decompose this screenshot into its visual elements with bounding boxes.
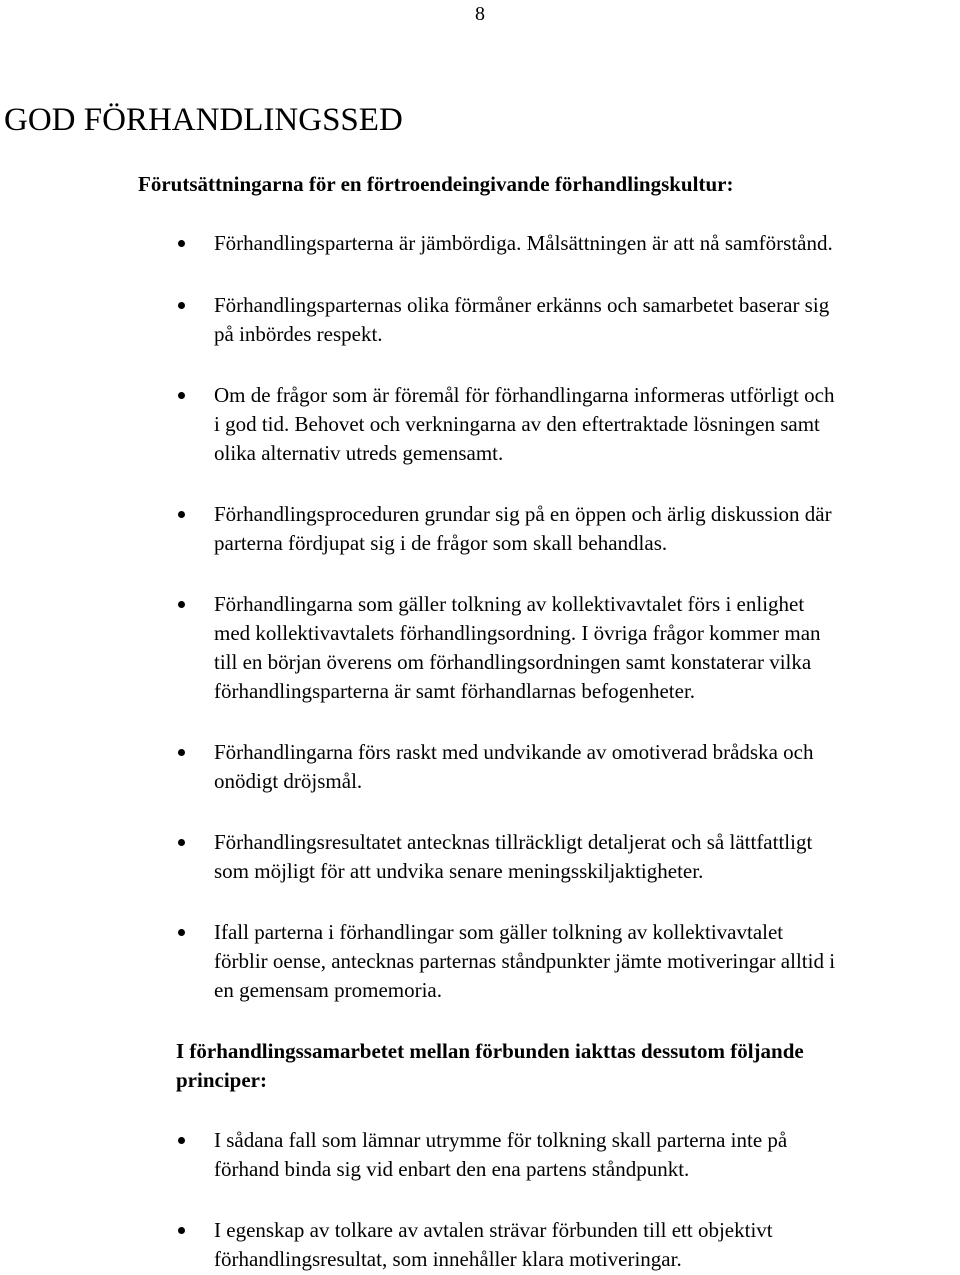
- section-heading-principles: I förhandlingssamarbetet mellan förbunden iakttas dessutom följande principer:: [176, 1039, 804, 1092]
- page-title: GOD FÖRHANDLINGSSED: [4, 102, 403, 138]
- bullet-dot-icon: [178, 392, 185, 399]
- bullet-dot-icon: [178, 1137, 185, 1144]
- bullet-dot-icon: [178, 302, 185, 309]
- bullet-dot-icon: [178, 1227, 185, 1234]
- list-item-text: Förhandlingarna som gäller tolkning av kollektivavtalet förs i enlighet med kollektivavtalets förhandlingsordning. I övriga frågor kommer man till en början överens om förhandlingsordningen samt konstaterar vilka förhandlingsparterna är samt förhandlarnas befogenheter.: [214, 592, 821, 703]
- list-item-text: Förhandlingsresultatet antecknas tillräckligt detaljerat och så lättfattligt som möjligt för att undvika senare meningsskiljaktigheter.: [214, 830, 813, 883]
- list-item-text: Om de frågor som är föremål för förhandlingarna informeras utförligt och i god tid. Behovet och verkningarna av den eftertraktade lösningen samt olika alternativ utreds gemensamt.: [214, 383, 835, 465]
- list-item-text: Förhandlingsparternas olika förmåner erkänns och samarbetet baserar sig på inbördes respekt.: [214, 293, 830, 346]
- list-item-text: Förhandlingarna förs raskt med undvikande av omotiverad brådska och onödigt dröjsmål.: [214, 740, 814, 793]
- bullet-dot-icon: [178, 511, 185, 518]
- page-number: 8: [475, 3, 485, 25]
- list-item-text: Förhandlingsparterna är jämbördiga. Målsättningen är att nå samförstånd.: [214, 231, 833, 255]
- list-item-text: Förhandlingsproceduren grundar sig på en öppen och ärlig diskussion där parterna fördjupat sig i de frågor som skall behandlas.: [214, 502, 832, 555]
- list-item-text: Ifall parterna i förhandlingar som gäller tolkning av kollektivavtalet förblir oense, antecknas parternas ståndpunkter jämte motiveringar alltid i en gemensam promemoria.: [214, 920, 836, 1002]
- list-item-text: I egenskap av tolkare av avtalen strävar förbunden till ett objektivt förhandlingsresultat, som innehåller klara motiveringar.: [214, 1218, 773, 1271]
- bullet-dot-icon: [178, 839, 185, 846]
- list-item-text: I sådana fall som lämnar utrymme för tolkning skall parterna inte på förhand binda sig vid enbart den ena partens ståndpunkt.: [214, 1128, 788, 1181]
- bullet-dot-icon: [178, 929, 185, 936]
- bullet-dot-icon: [178, 749, 185, 756]
- bullet-dot-icon: [178, 601, 185, 608]
- bullet-dot-icon: [178, 240, 185, 247]
- section-heading-culture: Förutsättningarna för en förtroendeingivande förhandlingskultur:: [138, 172, 734, 196]
